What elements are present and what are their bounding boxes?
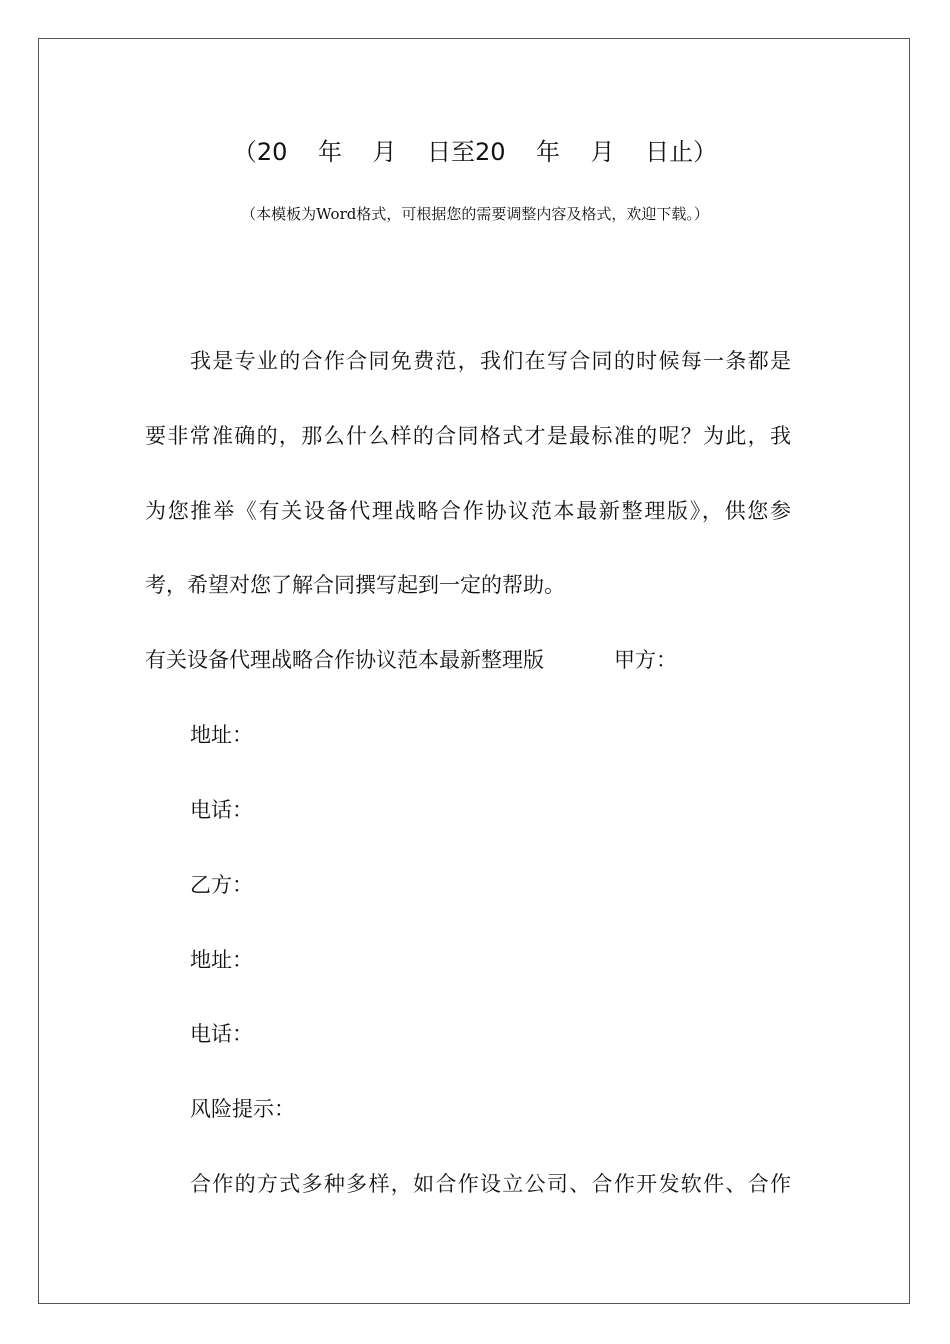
intro-line-3: 为您推举《有关设备代理战略合作协议范本最新整理版》，供您参	[145, 499, 791, 523]
intro-line-2: 要非常准确的，那么什么样的合同格式才是最标准的呢？为此，我	[145, 424, 791, 448]
risk-paragraph-line-1: 合作的方式多种多样，如合作设立公司、合作开发软件、合作	[190, 1172, 791, 1196]
date-range-heading: （20 年 月 日至20 年 月 日止）	[232, 138, 718, 166]
party-a-label: 甲方：	[614, 648, 677, 672]
intro-line-4: 考，希望对您了解合同撰写起到一定的帮助。	[145, 573, 565, 597]
party-b-phone-label: 电话：	[190, 1022, 253, 1046]
party-a-phone-label: 电话：	[190, 798, 253, 822]
intro-line-1: 我是专业的合作合同免费范，我们在写合同的时候每一条都是	[190, 349, 791, 373]
party-b-label: 乙方：	[190, 873, 253, 897]
template-note: （本模板为Word格式，可根据您的需要调整内容及格式，欢迎下载。）	[241, 205, 709, 223]
agreement-title: 有关设备代理战略合作协议范本最新整理版	[145, 648, 544, 672]
risk-heading: 风险提示：	[190, 1097, 295, 1121]
party-a-address-label: 地址：	[190, 723, 253, 747]
party-b-address-label: 地址：	[190, 948, 253, 972]
